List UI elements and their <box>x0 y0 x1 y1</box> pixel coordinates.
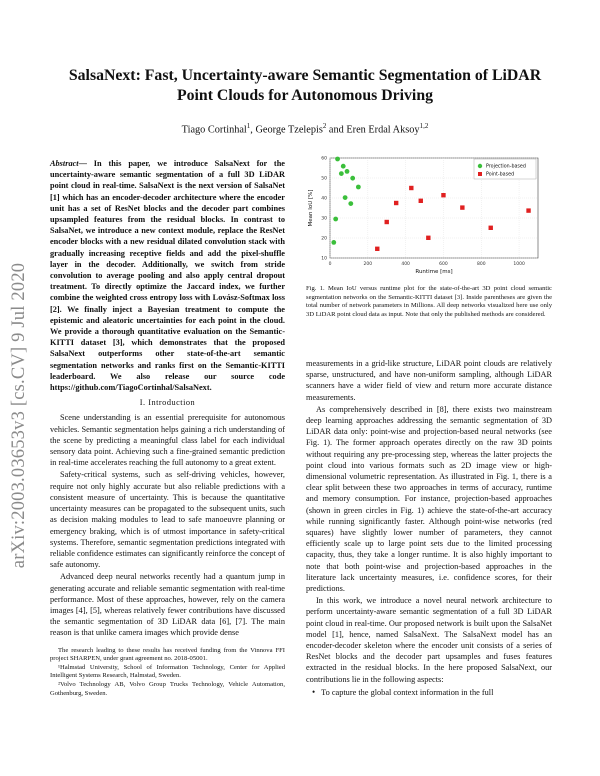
bullet-dot-icon: • <box>312 686 316 697</box>
x-tick-label: 800 <box>476 262 486 267</box>
data-point-square <box>419 199 423 203</box>
author-name: George Tzelepis <box>255 124 323 136</box>
body-paragraph: Safety-critical systems, such as self-driving vehicles, however, require not only highly accurate but also reliable predictions with a consistent measure of uncertainty. This is because the quantitative uncertainty measures can be propagated to the subsequent units, such as decision making modules to lead to safe manoeuvre planning or emergency braking, which is of utmost importance in safety-critical systems. Therefore, semantic segmentation predictions integrated with reliable confidence estimates can significantly reinforce the concept of safe autonomy. <box>50 470 285 570</box>
y-tick-label: 20 <box>321 236 327 242</box>
data-point-circle <box>331 240 336 245</box>
data-point-square <box>441 193 445 197</box>
y-tick-label: 10 <box>321 256 327 262</box>
legend-label: Projection-based <box>486 164 526 170</box>
data-point-square <box>460 205 464 209</box>
data-point-circle <box>348 201 353 206</box>
data-point-circle <box>339 171 344 176</box>
data-point-circle <box>356 185 361 190</box>
x-axis-label: Runtime [ms] <box>415 269 453 275</box>
body-paragraph: measurements in a grid-like structure, LiDAR point clouds are relatively sparse, unstructured, and have non-uniform sampling, although LiDAR scanners have a wider field of view and return more accurate distance measurements. <box>306 359 552 402</box>
data-point-square <box>526 208 530 212</box>
data-point-circle <box>333 217 338 222</box>
data-point-circle <box>345 169 350 174</box>
author-list: Tiago Cortinhal$^1$, George Tzelepis$^2$ and Eren Erdal Aksoy$^{1,2}$ <box>181 122 429 136</box>
data-point-square <box>394 201 398 205</box>
figure-caption: Fig. 1. Mean IoU versus runtime plot for the state-of-the-art 3D point cloud semantic segmentation networks on the Semantic-KITTI dataset [3]. Inside parentheses are given the total number of network parameters in Millions. All deep networks visualized here use only 3D LiDAR point cloud data as input. Note that only the published methods are considered. <box>306 285 552 318</box>
abstract-body: — In this paper, we introduce SalsaNext for the uncertainty-aware semantic segmentation of a full 3D LiDAR point cloud in real-time. SalsaNext is the next version of SalsaNet [1] which has an encoder-decoder architecture where the encoder unit has a set of ResNet blocks and the decoder part combines upsampled features from the residual blocks. In contrast to SalsaNet, we introduce a new context module, replace the ResNet encoder blocks with a new residual dilated convolution stack with gradually increasing receptive fields and add the pixel-shuffle layer in the decoder. Additionally, we switch from stride convolution to average pooling and also apply central dropout treatment. To directly optimize the Jaccard index, we further combine the weighted cross entropy loss with Lovász-Softmax loss [2]. We finally inject a Bayesian treatment to compute the epistemic and aleatoric uncertainties for each point in the cloud. We provide a thorough quantitative evaluation on the Semantic-KITTI dataset [3], which demonstrates that the proposed SalsaNext outperforms other state-of-the-art semantic segmentation networks and ranks first on the Semantic-KITTI leaderboard. We also release our source code https://github.com/TiagoCortinhal/SalsaNext. <box>50 159 285 393</box>
data-point-square <box>385 220 389 224</box>
author-affiliation-mark: 1 <box>246 122 251 130</box>
legend-marker-circle <box>478 164 482 168</box>
legend-marker-square <box>478 172 482 176</box>
legend-label: Point-based <box>486 172 515 178</box>
author-name: Eren Erdal Aksoy <box>346 124 420 136</box>
y-axis-label: Mean IoU [%] <box>308 189 314 227</box>
left-column <box>50 158 285 698</box>
x-tick-label: 0 <box>328 262 332 267</box>
body-paragraph: In this work, we introduce a novel neural network architecture to perform uncertainty-aware semantic segmentation of a full 3D LiDAR point cloud in real-time. Our proposed network is built upon the SalsaNet model [1], hence, named SalsaNext. The SalsaNext model has an encoder-decoder skeleton where the encoder unit consists of a series of ResNet blocks and the decoder part upsamples and fuses features extracted in the residual blocks. In the here proposed SalsaNext, our contributions lie in the following aspects: <box>306 596 552 684</box>
author-affiliation-mark: 1,2 <box>419 122 429 130</box>
data-point-square <box>426 236 430 240</box>
bullet-text: To capture the global context information in the full <box>321 687 494 697</box>
data-point-circle <box>350 176 355 181</box>
body-paragraph: As comprehensively described in [8], there exists two mainstream deep learning approaches addressing the semantic segmentation of 3D LiDAR data only: point-wise and projection-based neural networks (see Fig. 1). The former approach operates directly on the raw 3D points without requiring any pre-processing step, whereas the latter projects the point cloud into various formats such as 2D image view or high-dimensional volumetric representation. As illustrated in Fig. 1, there is a clear split between these two approaches in terms of accuracy, runtime and memory consumption. For instance, projection-based approaches (shown in green circles in Fig. 1) achieve the state-of-the-art accuracy while running significantly faster. Although point-wise networks (red squares) have slightly lower number of parameters, they cannot efficiently scale up to large point sets due to the limited processing capacity, thus, they take a longer runtime. It is also highly important to note that both point-wise and projection-based approaches in the literature lack uncertainty measures, i.e. confidence scores, for their predictions. <box>306 404 552 594</box>
figure-1-scatter-chart <box>306 152 552 280</box>
x-tick-label: 1000 <box>513 262 525 267</box>
contribution-bullet <box>312 687 552 698</box>
y-tick-label: 40 <box>321 196 327 202</box>
data-point-circle <box>343 195 348 200</box>
paper-title: SalsaNext: Fast, Uncertainty-aware Semantic Segmentation of LiDAR Point Clouds for Autonomous Driving <box>68 67 542 104</box>
abstract-lead: Abstract <box>50 159 79 168</box>
footnote: The research leading to these results has received funding from the Vinnova FFI project SHARPEN, under grant agreement no. 2018-05001. <box>50 646 285 663</box>
body-paragraph: Advanced deep neural networks recently had a quantum jump in generating accurate and reliable semantic segmentation with real-time performance. Most of these approaches, however, rely on the camera images [4], [5], whereas relatively fewer contributions have discussed the semantic segmentation of 3D LiDAR data [6], [7]. The main reason is that unlike camera images which provide dense <box>50 572 285 638</box>
x-tick-label: 400 <box>401 262 410 267</box>
y-tick-label: 60 <box>321 156 327 162</box>
author-name: Tiago Cortinhal <box>181 124 247 136</box>
abstract <box>50 158 285 393</box>
author-affiliation-mark: 2 <box>322 122 327 130</box>
data-point-square <box>489 226 493 230</box>
data-point-square <box>409 186 413 190</box>
section-heading: I. Introduction <box>139 398 196 408</box>
body-paragraph: Scene understanding is an essential prerequisite for autonomous vehicles. Semantic segmentation helps gaining a rich understanding of the scene by predicting a meaningful class label for each individual sensory data point. Achieving such a fine-grained semantic prediction in real-time accelerates reaching the full autonomy to a great extent. <box>50 413 285 468</box>
footnotes <box>50 647 285 699</box>
y-tick-label: 30 <box>321 216 327 222</box>
footnote: ²Volvo Technology AB, Volvo Group Trucks Technology, Vehicle Automation, Gothenburg, Sweden. <box>50 680 285 697</box>
data-point-circle <box>341 164 346 169</box>
right-column <box>306 358 552 698</box>
footnote: ¹Halmstad University, School of Information Technology, Center for Applied Intelligent Systems Research, Halmstad, Sweden. <box>50 663 285 680</box>
data-point-square <box>375 247 379 251</box>
data-point-circle <box>335 157 340 162</box>
y-tick-label: 50 <box>321 176 327 182</box>
arxiv-id-text: arXiv:2003.03653v3 [cs.CV] 9 Jul 2020 <box>9 262 30 568</box>
x-tick-label: 600 <box>439 262 448 267</box>
arxiv-sidebar-id <box>2 215 38 615</box>
x-tick-label: 200 <box>363 262 373 267</box>
